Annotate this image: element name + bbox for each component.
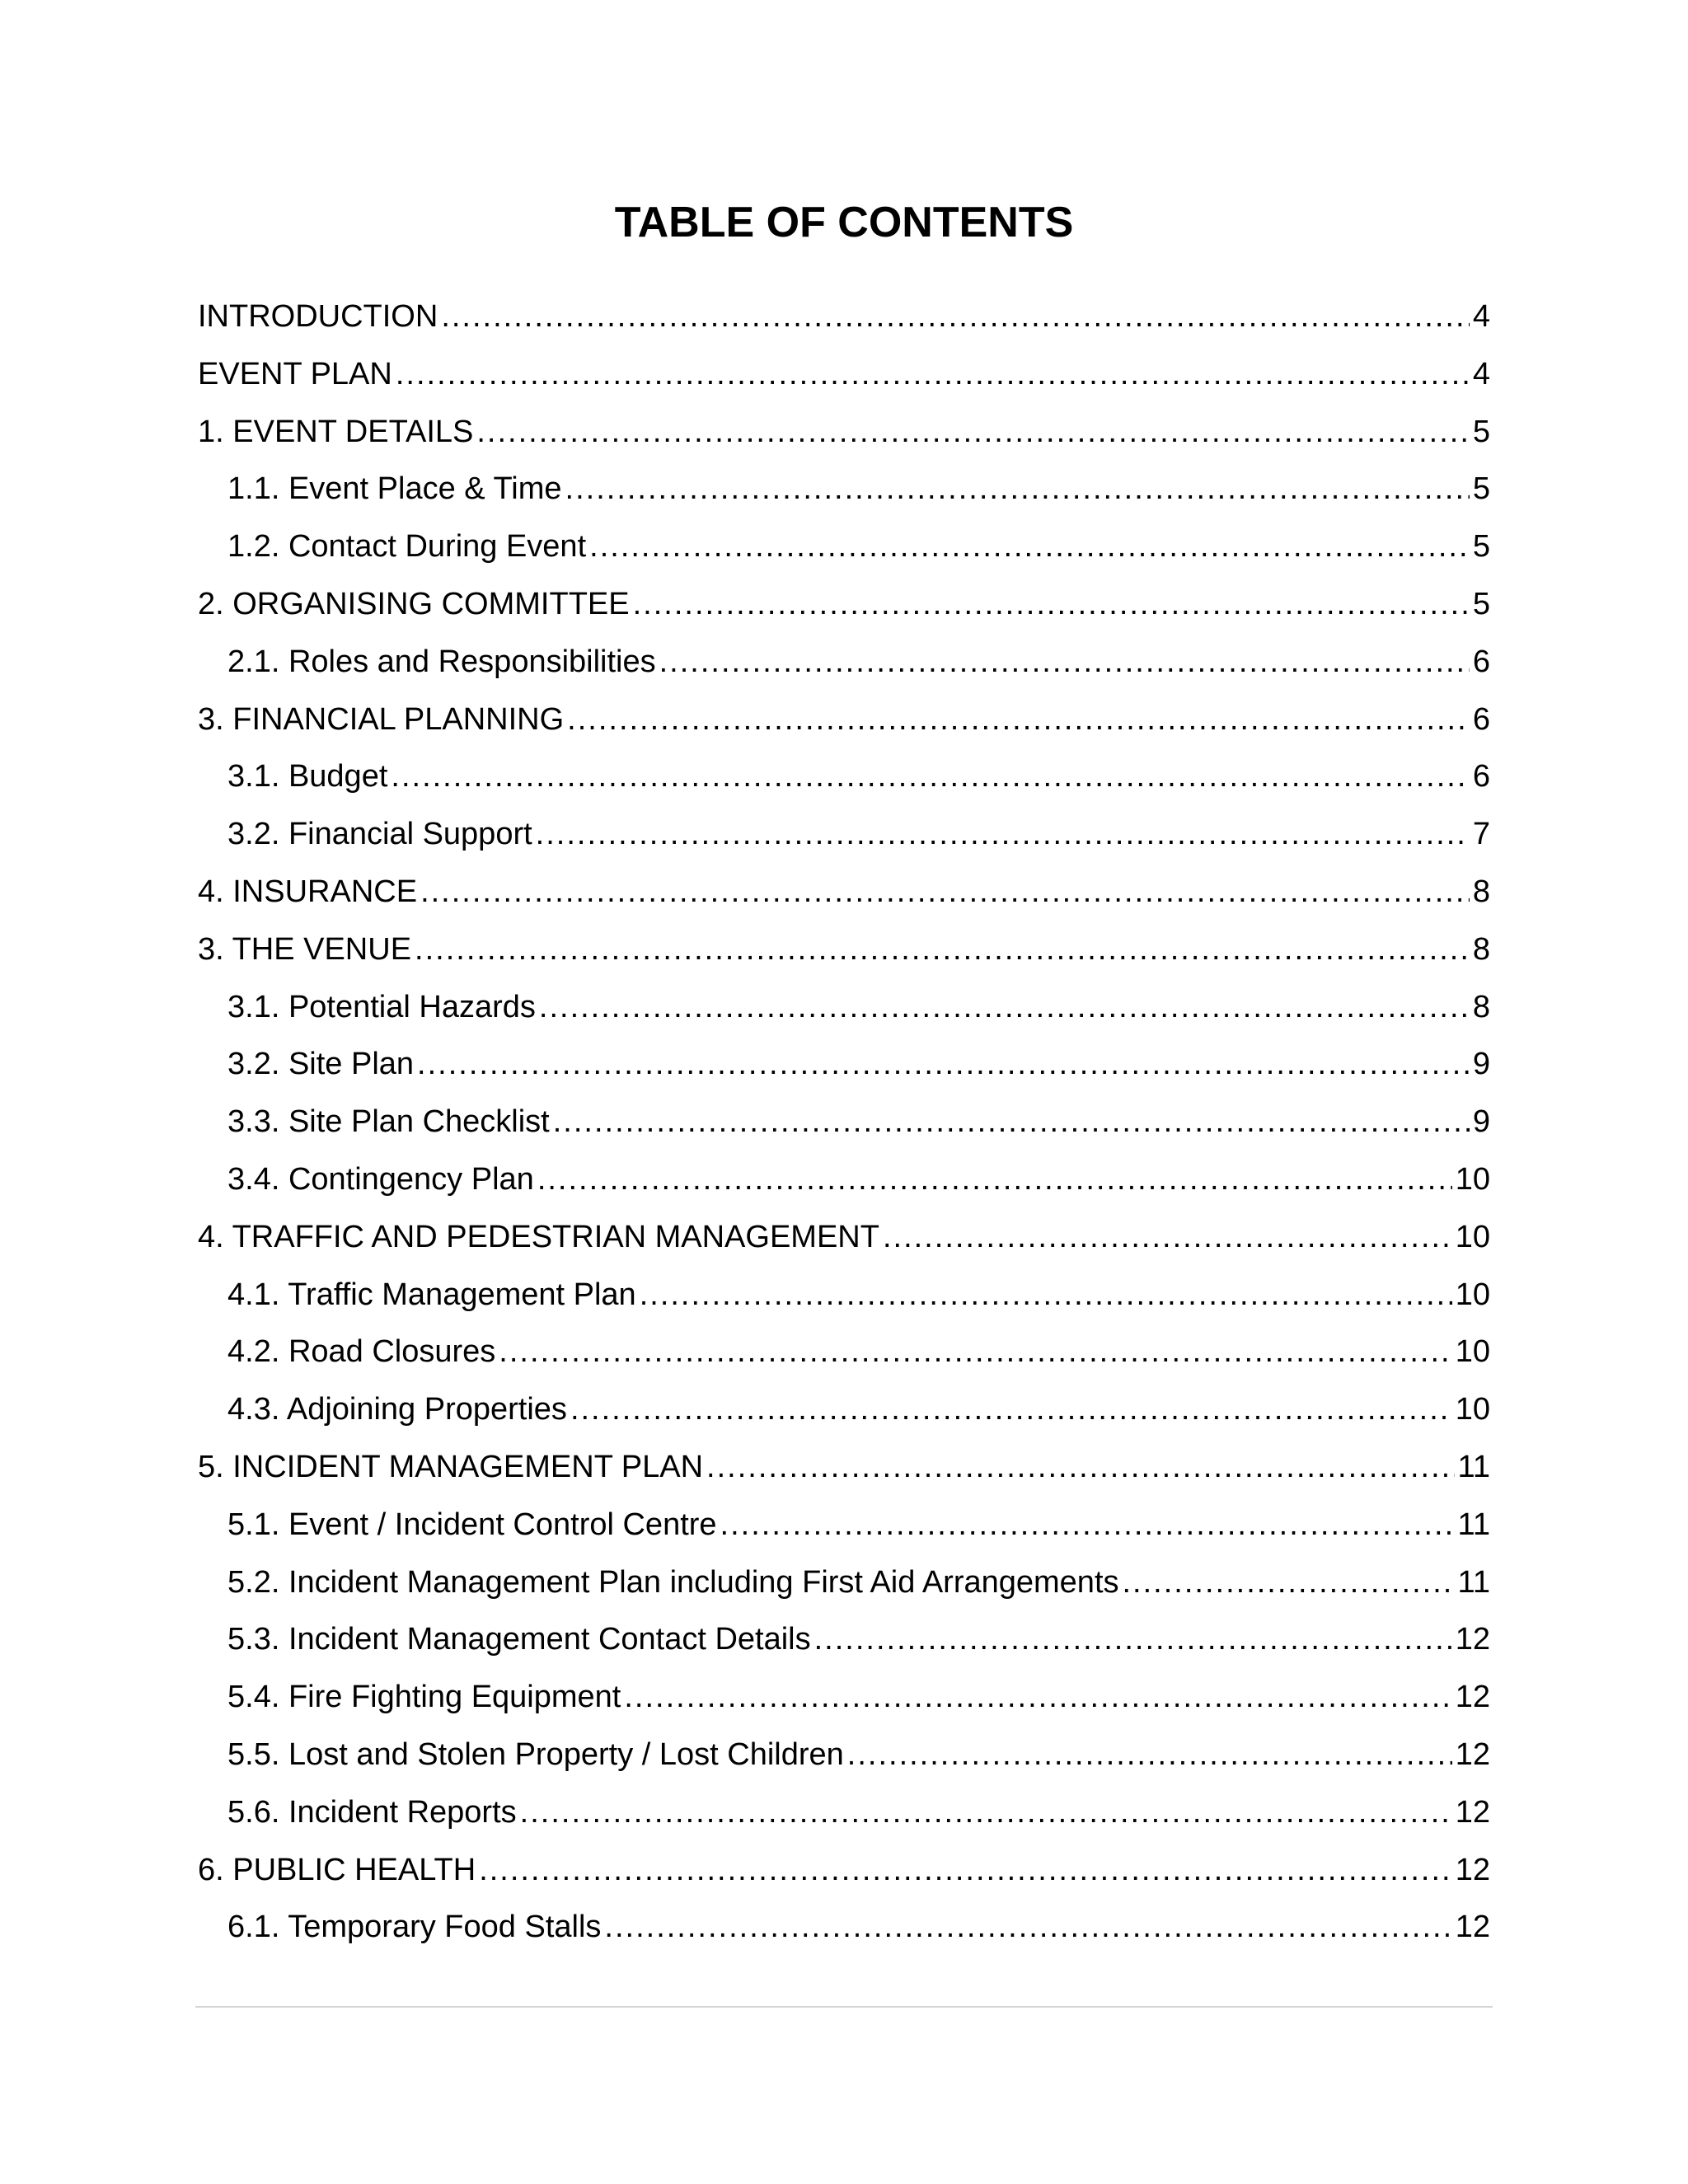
- toc-entry-label: 3.4. Contingency Plan: [227, 1161, 534, 1197]
- toc-entry[interactable]: [198, 1899, 1490, 1957]
- toc-entry-label: 5.3. Incident Management Contact Details: [227, 1622, 811, 1657]
- toc-entry[interactable]: [198, 518, 1490, 576]
- dot-leader: [814, 1611, 1452, 1669]
- toc-entry-label: 3.1. Potential Hazards: [227, 989, 536, 1024]
- toc-entry-label: 3.2. Financial Support: [227, 817, 532, 852]
- dot-leader: [417, 1036, 1470, 1094]
- toc-entry[interactable]: [198, 1381, 1490, 1439]
- toc-entry-page-number: 12: [1455, 1622, 1490, 1657]
- dot-leader: [659, 634, 1470, 691]
- toc-entry-page-number: 8: [1472, 931, 1490, 967]
- toc-entry-page-number: 10: [1455, 1161, 1490, 1197]
- toc-entry[interactable]: [198, 346, 1490, 404]
- toc-entry-page-number: 11: [1457, 1449, 1490, 1484]
- toc-entry[interactable]: [198, 1784, 1490, 1842]
- dot-leader: [565, 461, 1470, 518]
- toc-entry-page-number: 12: [1455, 1736, 1490, 1772]
- toc-entry-label: 5. INCIDENT MANAGEMENT PLAN: [198, 1449, 704, 1484]
- toc-entry-label: 4.2. Road Closures: [227, 1334, 496, 1370]
- toc-entry-page-number: 5: [1472, 414, 1490, 449]
- dot-leader: [1123, 1554, 1455, 1612]
- toc-entry[interactable]: [198, 1209, 1490, 1267]
- toc-entry-page-number: 5: [1472, 471, 1490, 507]
- toc-entry[interactable]: [198, 1669, 1490, 1727]
- toc-entry-page-number: 4: [1472, 299, 1490, 334]
- toc-entry[interactable]: [198, 748, 1490, 806]
- toc-entry-label: INTRODUCTION: [198, 299, 438, 334]
- toc-entry-label: 1.1. Event Place & Time: [227, 471, 562, 507]
- footer-divider: [195, 2006, 1493, 2008]
- toc-entry[interactable]: [198, 576, 1490, 634]
- toc-entry[interactable]: [198, 691, 1490, 749]
- page-title: TABLE OF CONTENTS: [614, 199, 1074, 246]
- toc-entry-label: 6. PUBLIC HEALTH: [198, 1852, 476, 1887]
- toc-entry-label: 1. EVENT DETAILS: [198, 414, 474, 449]
- toc-entry-page-number: 11: [1457, 1507, 1490, 1542]
- toc-entry-label: 5.4. Fire Fighting Equipment: [227, 1680, 621, 1715]
- dot-leader: [706, 1439, 1455, 1497]
- toc-entry[interactable]: [198, 1497, 1490, 1554]
- toc-entry[interactable]: [198, 806, 1490, 864]
- toc-entry-label: 4. INSURANCE: [198, 874, 418, 909]
- toc-entry[interactable]: [198, 1267, 1490, 1324]
- dot-leader: [553, 1094, 1470, 1151]
- toc-entry-label: 3.3. Site Plan Checklist: [227, 1104, 550, 1140]
- dot-leader: [415, 921, 1470, 979]
- toc-entry-page-number: 12: [1455, 1852, 1490, 1887]
- dot-leader: [720, 1497, 1455, 1554]
- toc-entry-page-number: 10: [1455, 1219, 1490, 1254]
- toc-entry-page-number: 11: [1457, 1564, 1490, 1600]
- dot-leader: [391, 748, 1469, 806]
- toc-entry-label: 3. FINANCIAL PLANNING: [198, 701, 565, 737]
- toc-entry[interactable]: [198, 461, 1490, 518]
- dot-leader: [883, 1209, 1452, 1267]
- dot-leader: [441, 288, 1470, 346]
- toc-entry-label: 6.1. Temporary Food Stalls: [227, 1910, 602, 1945]
- toc-entry-label: 4.1. Traffic Management Plan: [227, 1277, 636, 1312]
- toc-entry-label: 5.1. Event / Incident Control Centre: [227, 1507, 717, 1542]
- dot-leader: [476, 404, 1469, 462]
- toc-entry-label: 4. TRAFFIC AND PEDESTRIAN MANAGEMENT: [198, 1219, 879, 1254]
- toc-entry-page-number: 10: [1455, 1392, 1490, 1427]
- toc-entry-page-number: 5: [1472, 529, 1490, 565]
- toc-entry-page-number: 10: [1455, 1334, 1490, 1370]
- toc-entry[interactable]: [198, 1324, 1490, 1381]
- toc-entry[interactable]: [198, 1439, 1490, 1497]
- toc-entry-page-number: 6: [1472, 701, 1490, 737]
- toc-entry-page-number: 6: [1472, 759, 1490, 794]
- toc-entry-page-number: 8: [1472, 989, 1490, 1024]
- dot-leader: [537, 1151, 1452, 1209]
- toc-entry-label: EVENT PLAN: [198, 356, 392, 391]
- toc-entry-page-number: 5: [1472, 586, 1490, 621]
- toc-entry[interactable]: [198, 1842, 1490, 1900]
- toc-entry-page-number: 8: [1472, 874, 1490, 909]
- toc-entry-page-number: 12: [1455, 1794, 1490, 1830]
- dot-leader: [847, 1727, 1452, 1784]
- toc-entry[interactable]: [198, 921, 1490, 979]
- dot-leader: [624, 1669, 1451, 1727]
- toc-entry[interactable]: [198, 1727, 1490, 1784]
- toc-entry[interactable]: [198, 634, 1490, 691]
- toc-entry-label: 3.2. Site Plan: [227, 1047, 415, 1082]
- toc-entry[interactable]: [198, 979, 1490, 1037]
- toc-entry-page-number: 7: [1472, 817, 1490, 852]
- toc-entry-label: 1.2. Contact During Event: [227, 529, 587, 565]
- dot-leader: [640, 1267, 1452, 1324]
- table-of-contents: [198, 288, 1490, 1957]
- dot-leader: [536, 806, 1470, 864]
- dot-leader: [539, 979, 1470, 1037]
- dot-leader: [589, 518, 1470, 576]
- toc-entry[interactable]: [198, 288, 1490, 346]
- toc-entry-label: 5.5. Lost and Stolen Property / Lost Children: [227, 1736, 844, 1772]
- dot-leader: [420, 864, 1470, 921]
- toc-entry[interactable]: [198, 1094, 1490, 1151]
- dot-leader: [570, 1381, 1452, 1439]
- dot-leader: [396, 346, 1470, 404]
- toc-entry-label: 4.3. Adjoining Properties: [227, 1392, 567, 1427]
- toc-entry-label: 2.1. Roles and Responsibilities: [227, 644, 656, 679]
- toc-entry-page-number: 12: [1455, 1910, 1490, 1945]
- toc-entry-label: 3.1. Budget: [227, 759, 388, 794]
- toc-entry[interactable]: [198, 1036, 1490, 1094]
- toc-entry-page-number: 9: [1472, 1047, 1490, 1082]
- toc-entry[interactable]: [198, 1554, 1490, 1612]
- dot-leader: [499, 1324, 1451, 1381]
- toc-entry-page-number: 6: [1472, 644, 1490, 679]
- toc-entry-page-number: 12: [1455, 1680, 1490, 1715]
- toc-entry-page-number: 9: [1472, 1104, 1490, 1140]
- toc-entry[interactable]: [198, 1151, 1490, 1209]
- dot-leader: [633, 576, 1470, 634]
- dot-leader: [479, 1842, 1452, 1900]
- toc-entry-page-number: 4: [1472, 356, 1490, 391]
- dot-leader: [567, 691, 1470, 749]
- toc-entry-label: 3. THE VENUE: [198, 931, 412, 967]
- toc-entry-label: 2. ORGANISING COMMITTEE: [198, 586, 630, 621]
- dot-leader: [520, 1784, 1452, 1842]
- toc-entry[interactable]: [198, 1611, 1490, 1669]
- toc-entry-label: 5.2. Incident Management Plan including First Aid Arrangements: [227, 1564, 1119, 1600]
- dot-leader: [604, 1899, 1451, 1957]
- toc-entry[interactable]: [198, 864, 1490, 921]
- toc-entry-page-number: 10: [1455, 1277, 1490, 1312]
- toc-entry-label: 5.6. Incident Reports: [227, 1794, 517, 1830]
- toc-entry[interactable]: [198, 404, 1490, 462]
